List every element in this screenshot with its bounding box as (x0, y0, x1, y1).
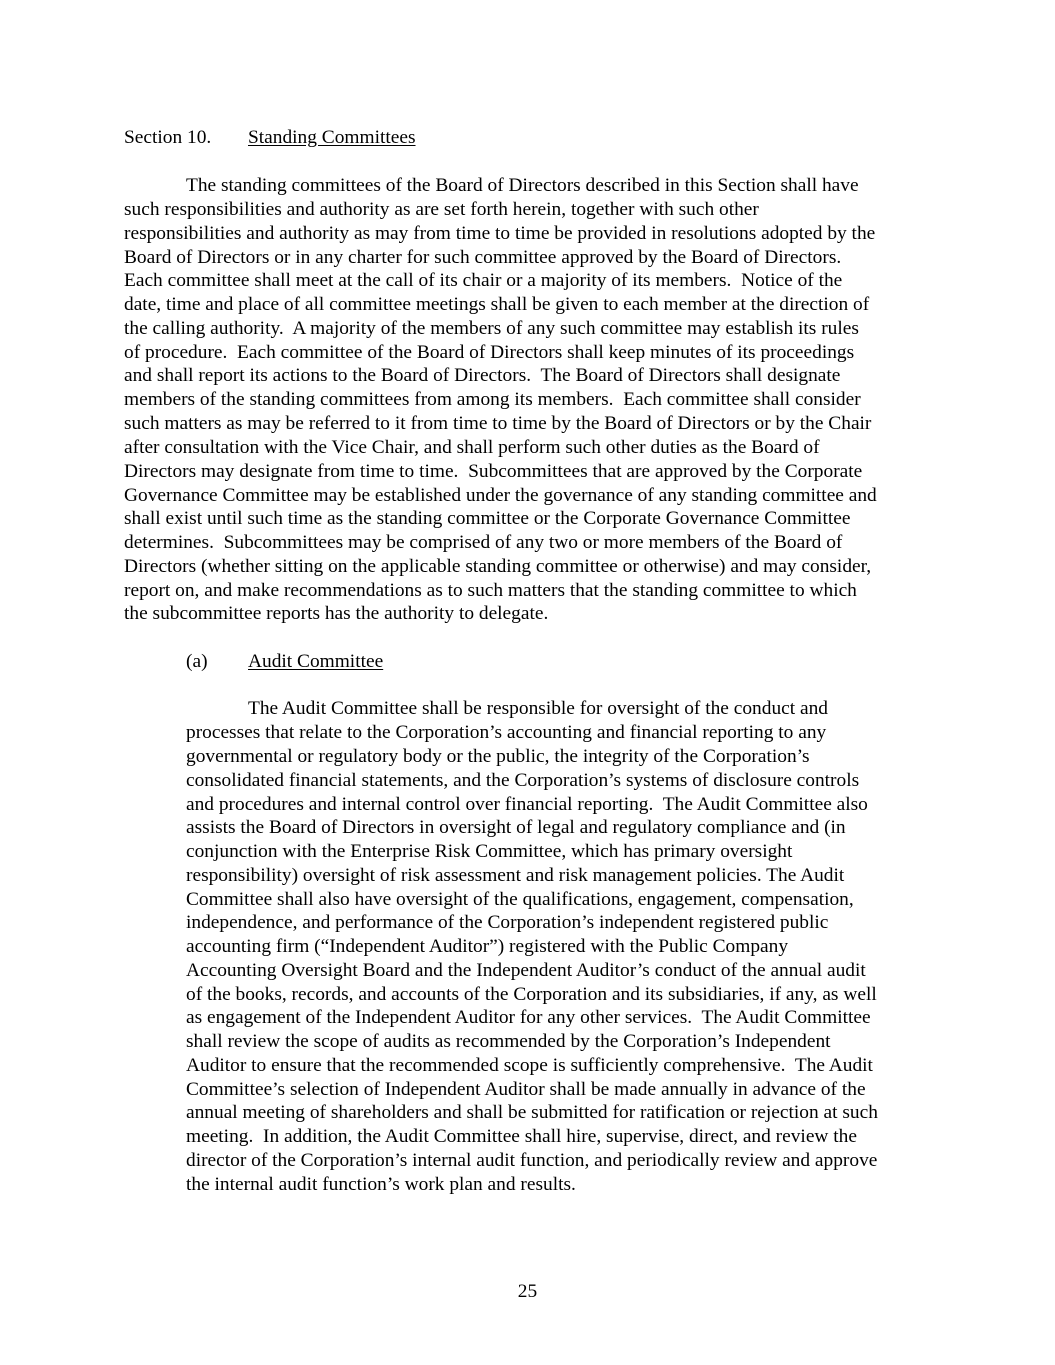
paragraph-line: governmental or regulatory body or the public, the integrity of the Corporation’s (186, 746, 810, 767)
paragraph-line: Directors (whether sitting on the applicable standing committee or otherwise) and may consider, (124, 556, 872, 577)
subsection-title: Audit Committee (248, 651, 384, 672)
subsection-label: (a) (186, 651, 208, 672)
paragraph-line: meeting. In addition, the Audit Committee shall hire, supervise, direct, and review the (186, 1126, 857, 1147)
paragraph-line: Committee’s selection of Independent Auditor shall be made annually in advance of the (186, 1079, 866, 1100)
paragraph-line: annual meeting of shareholders and shall be submitted for ratification or rejection at such (186, 1102, 878, 1123)
paragraph-line: of procedure. Each committee of the Board of Directors shall keep minutes of its proceedings (124, 342, 855, 363)
paragraph-line: the calling authority. A majority of the members of any such committee may establish its rules (124, 318, 859, 339)
paragraph-line: accounting firm (“Independent Auditor”) registered with the Public Company (186, 936, 789, 957)
paragraph-line: such matters as may be referred to it from time to time by the Board of Directors or by the Chair (124, 413, 872, 434)
paragraph-line: director of the Corporation’s internal audit function, and periodically review and approve (186, 1150, 878, 1171)
paragraph-line: assists the Board of Directors in oversight of legal and regulatory compliance and (in (186, 817, 846, 838)
paragraph-line: of the books, records, and accounts of the Corporation and its subsidiaries, if any, as well (186, 984, 877, 1005)
paragraph-line: members of the standing committees from among its members. Each committee shall consider (124, 389, 861, 410)
paragraph-line: and procedures and internal control over financial reporting. The Audit Committee also (186, 794, 868, 815)
paragraph-line: Auditor to ensure that the recommended scope is sufficiently comprehensive. The Audit (186, 1055, 873, 1076)
paragraph-line: Committee shall also have oversight of the qualifications, engagement, compensation, (186, 889, 854, 910)
paragraph-line: such responsibilities and authority as are set forth herein, together with such other (124, 199, 759, 220)
page-number: 25 (517, 1281, 538, 1302)
paragraph-line: report on, and make recommendations as to such matters that the standing committee to which (124, 580, 857, 601)
paragraph-line: as engagement of the Independent Auditor for any other services. The Audit Committee (186, 1007, 871, 1028)
paragraph-line: Governance Committee may be established under the governance of any standing committee and (124, 485, 877, 506)
section-number: Section 10. (124, 127, 212, 148)
paragraph-line: conjunction with the Enterprise Risk Committee, which has primary oversight (186, 841, 793, 862)
paragraph-line: Accounting Oversight Board and the Independent Auditor’s conduct of the annual audit (186, 960, 866, 981)
paragraph-line: date, time and place of all committee meetings shall be given to each member at the direction of (124, 294, 870, 315)
paragraph-line: the subcommittee reports has the authority to delegate. (124, 603, 549, 624)
paragraph-line: responsibility) oversight of risk assessment and risk management policies. The Audit (186, 865, 845, 886)
paragraph-line: shall review the scope of audits as recommended by the Corporation’s Independent (186, 1031, 831, 1052)
paragraph-line: processes that relate to the Corporation’s accounting and financial reporting to any (186, 722, 827, 743)
paragraph-line: shall exist until such time as the standing committee or the Corporate Governance Committee (124, 508, 851, 529)
paragraph-line: independence, and performance of the Corporation’s independent registered public (186, 912, 829, 933)
paragraph-line: Directors may designate from time to time. Subcommittees that are approved by the Corporate (124, 461, 863, 482)
paragraph-line: the internal audit function’s work plan and results. (186, 1174, 576, 1195)
paragraph-line: Each committee shall meet at the call of its chair or a majority of its members. Notice of the (124, 270, 843, 291)
paragraph-line: responsibilities and authority as may from time to time be provided in resolutions adopted by the (124, 223, 876, 244)
section-title: Standing Committees (248, 127, 416, 148)
paragraph-line: determines. Subcommittees may be comprised of any two or more members of the Board of (124, 532, 843, 553)
paragraph-line: after consultation with the Vice Chair, and shall perform such other duties as the Board of (124, 437, 820, 458)
paragraph-line: The standing committees of the Board of Directors described in this Section shall have (186, 175, 859, 196)
paragraph-line: Board of Directors or in any charter for such committee approved by the Board of Directors. (124, 247, 842, 268)
paragraph-line: The Audit Committee shall be responsible for oversight of the conduct and (248, 698, 828, 719)
paragraph-line: consolidated financial statements, and the Corporation’s systems of disclosure controls (186, 770, 860, 791)
paragraph-line: and shall report its actions to the Board of Directors. The Board of Directors shall designate (124, 365, 841, 386)
